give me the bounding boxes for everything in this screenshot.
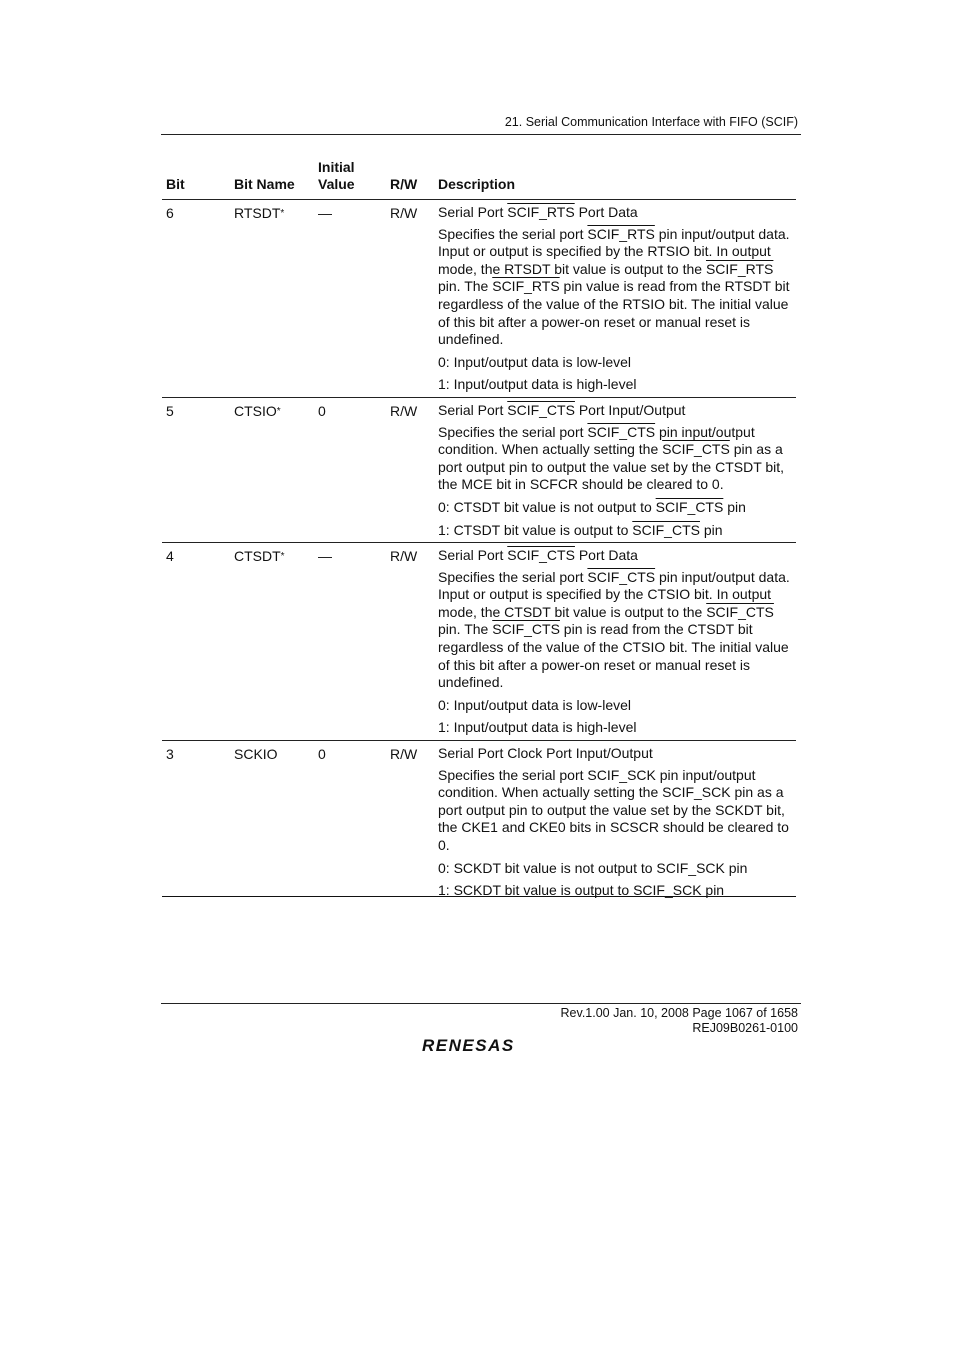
bit-cell: 3: [166, 746, 174, 762]
renesas-logo-mark: [420, 1034, 542, 1056]
value-1: 1: CTSDT bit value is output to SCIF_CTS pin: [438, 521, 723, 538]
header-rule: [161, 134, 801, 135]
bit-name-cell: CTSIO*: [234, 403, 281, 419]
overlined-signal: SCIF_RTS: [507, 204, 575, 220]
overlined-signal: SCIF_RTS: [492, 278, 560, 295]
document-number: REJ09B0261-0100: [692, 1021, 798, 1035]
value-0: 0: CTSDT bit value is not output to SCIF_CTS pin: [438, 498, 746, 515]
overlined-signal: SCIF_RTS: [587, 225, 655, 242]
revision-info: Rev.1.00 Jan. 10, 2008 Page 1067 of 1658: [560, 1006, 798, 1020]
description-title: Serial Port SCIF_RTS Port Data: [438, 204, 638, 220]
description-body: Specifies the serial port SCIF_SCK pin input/output condition. When actually setting the SCIF_SCK pin as a port output pin to output the value set by the SCKDT bit, the CKE1 and CKE0 bits in SCSCR should be cleared to 0.: [438, 766, 789, 853]
footer-info: [561, 1006, 798, 1036]
overlined-signal: SCIF_CTS: [662, 441, 730, 458]
overlined-signal: SCIF_CTS: [507, 547, 575, 563]
value-1: 1: SCKDT bit value is output to SCIF_SCK pin: [438, 882, 725, 899]
overlined-signal: SCIF_CTS: [655, 498, 724, 515]
initial-value-cell: 0: [318, 403, 326, 419]
overlined-signal: SCIF_CTS: [492, 621, 560, 638]
bit-name-cell: SCKIO: [234, 746, 278, 762]
rw-cell: R/W: [390, 205, 418, 221]
bit-cell: 6: [166, 205, 174, 221]
value-0: 0: Input/output data is low-level: [438, 696, 632, 713]
value-1: 1: Input/output data is high-level: [438, 719, 637, 736]
description-body: Specifies the serial port SCIF_CTS pin input/output data. Input or output is specified by the CTSIO bit. In output mode, the CTSDT bit value is output to the SCIF_CTS pin. The SCIF_CTS pin is read from the CTSDT bit regardless of the value of the CTSIO bit. The initial value of this bit after a power-on reset or manual reset is undefined.: [438, 568, 790, 691]
table-row: [162, 543, 796, 741]
description-title: Serial Port SCIF_CTS Port Input/Output: [438, 402, 686, 418]
table-header: [162, 158, 796, 200]
col-rw: R/W: [390, 176, 418, 192]
col-bit: Bit: [166, 176, 185, 192]
renesas-logo: [420, 1034, 542, 1056]
description-title: Serial Port SCIF_CTS Port Data: [438, 547, 638, 563]
description-cell: [438, 204, 794, 399]
overlined-signal: SCIF_CTS: [587, 423, 656, 440]
overlined-signal: SCIF_CTS: [507, 402, 575, 418]
rw-cell: R/W: [390, 403, 418, 419]
overlined-signal: SCIF_CTS: [587, 568, 656, 585]
overlined-signal: SCIF_CTS: [632, 521, 700, 538]
initial-value-cell: 0: [318, 746, 326, 762]
col-bit-name: Bit Name: [234, 176, 295, 192]
description-body: Specifies the serial port SCIF_CTS pin input/output condition. When actually setting the SCIF_CTS pin as a port output pin to output the value set by the CTSDT bit, the MCE bit in SCFCR should be cleared to 0.: [438, 423, 785, 493]
logo-text: RENESAS: [422, 1036, 515, 1055]
rw-cell: R/W: [390, 548, 418, 564]
value-0: 0: Input/output data is low-level: [438, 353, 632, 370]
initial-value-cell: —: [318, 548, 332, 564]
value-1: 1: Input/output data is high-level: [438, 376, 637, 393]
bit-name-cell: RTSDT*: [234, 205, 285, 221]
bit-name-cell: CTSDT*: [234, 548, 285, 564]
table-row: [162, 741, 796, 897]
description-body: Specifies the serial port SCIF_RTS pin input/output data. Input or output is specified by the RTSIO bit. In output mode, the RTSDT bit value is output to the SCIF_RTS pin. The SCIF_RTS pin value is read from the RTSDT bit regardless of the value of the RTSIO bit. The initial value of this bit after a power-on reset or manual reset is undefined.: [438, 225, 790, 348]
col-initial-value: Initial Value: [318, 159, 355, 192]
value-0: 0: SCKDT bit value is not output to SCIF_SCK pin: [438, 859, 748, 876]
description-cell: [438, 402, 794, 544]
footer-rule: [161, 1003, 801, 1004]
col-description: Description: [438, 176, 516, 192]
bit-cell: 4: [166, 548, 174, 564]
rw-cell: R/W: [390, 746, 418, 762]
initial-value-cell: —: [318, 205, 332, 221]
table-row: [162, 200, 796, 398]
table-row: [162, 398, 796, 543]
overlined-signal: SCIF_RTS: [705, 260, 774, 277]
description-cell: [438, 745, 794, 905]
bit-cell: 5: [166, 403, 174, 419]
running-header: 21. Serial Communication Interface with FIFO (SCIF): [504, 115, 798, 129]
description-title: Serial Port Clock Port Input/Output: [438, 745, 653, 761]
overlined-signal: SCIF_CTS: [706, 603, 774, 620]
description-cell: [438, 547, 794, 742]
